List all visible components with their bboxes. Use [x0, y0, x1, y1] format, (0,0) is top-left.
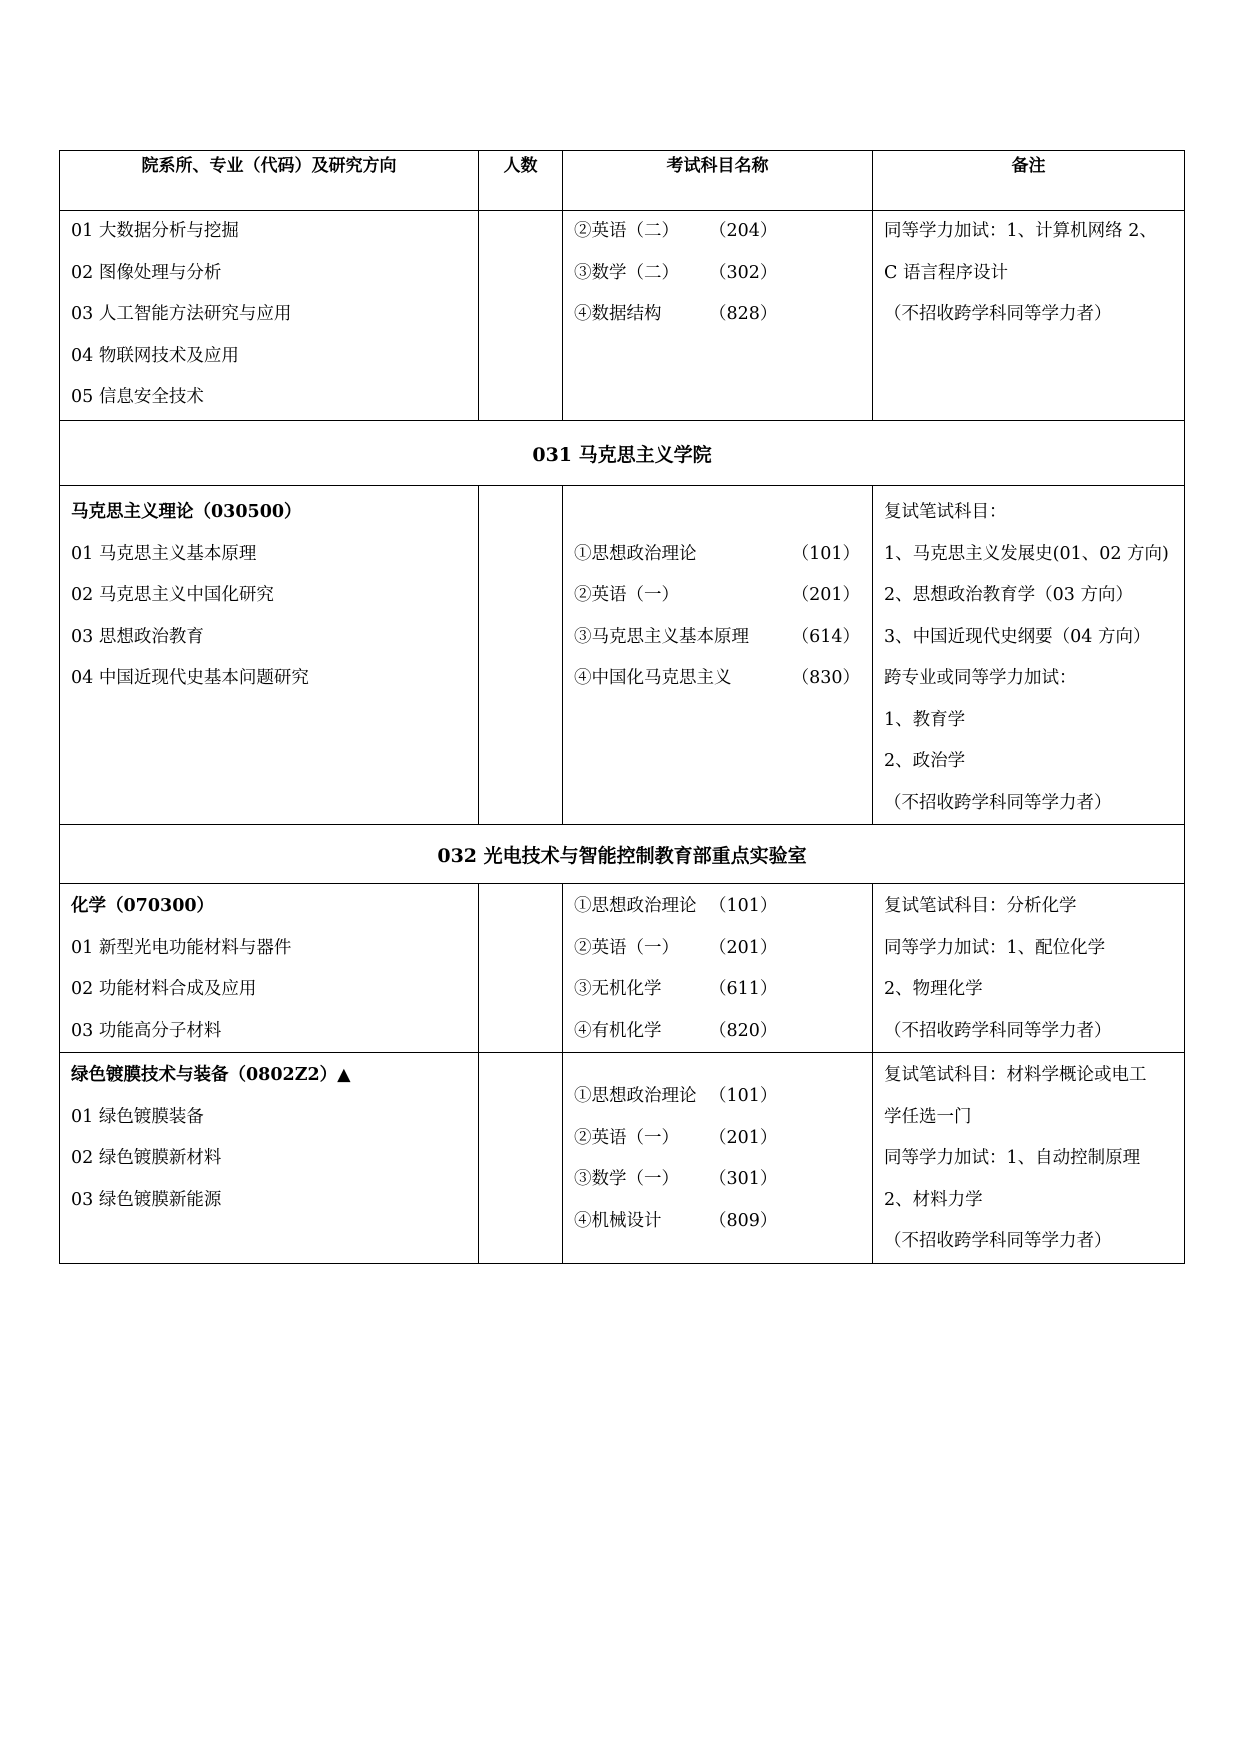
header-remark: 备注 [873, 151, 1185, 211]
direction-item: 03 绿色镀膜新能源 [71, 1189, 222, 1210]
table-row [60, 884, 1185, 1053]
direction-item: 01 大数据分析与挖掘 [71, 221, 239, 241]
remark-line: 跨专业或同等学力加试： [884, 668, 1077, 688]
exam-name: ④有机化学 [574, 1020, 662, 1041]
exam-item [563, 928, 872, 970]
exam-name: ③无机化学 [574, 979, 662, 999]
exam-code: （101） [709, 1086, 778, 1106]
exam-item [563, 658, 872, 700]
header-count: 人数 [479, 151, 563, 211]
remark-line: （不招收跨学科同等学力者） [884, 792, 1112, 813]
direction-item: 01 新型光电功能材料与器件 [71, 937, 292, 958]
remark-line: 复试笔试科目： [884, 502, 1007, 522]
exam-item [563, 1011, 872, 1053]
remark-line: 复试笔试科目：分析化学 [884, 896, 1077, 916]
major-title: 绿色镀膜技术与装备（0802Z2）▲ [71, 1065, 351, 1085]
exam-item [563, 886, 872, 928]
exam-code: （201） [709, 1127, 778, 1148]
remark-line: 1、教育学 [884, 709, 966, 730]
direction-item: 02 绿色镀膜新材料 [71, 1148, 222, 1168]
remark-line: 复试笔试科目：材料学概论或电工 [884, 1065, 1147, 1085]
exam-name: ④数据结构 [574, 304, 662, 324]
count-cell [479, 486, 563, 825]
direction-item: 01 绿色镀膜装备 [71, 1106, 204, 1127]
direction-item: 02 功能材料合成及应用 [71, 979, 257, 999]
exam-code: （204） [709, 221, 778, 241]
section-row [60, 421, 1185, 486]
directions-cell [60, 486, 479, 825]
exam-item [563, 211, 872, 253]
exam-item [563, 1076, 872, 1118]
remark-line: 3、中国近现代史纲要（04 方向） [884, 626, 1151, 647]
directions-cell [60, 1053, 479, 1264]
table-row [60, 211, 1185, 421]
remark-cell [873, 1053, 1185, 1264]
direction-item: 04 中国近现代史基本问题研究 [71, 668, 309, 688]
exam-name: ③马克思主义基本原理 [574, 626, 749, 647]
major-title: 马克思主义理论（030500） [71, 502, 302, 522]
exam-name: ①思想政治理论 [574, 896, 697, 916]
remark-line: （不招收跨学科同等学力者） [884, 304, 1112, 324]
remark-line: 学任选一门 [884, 1106, 972, 1127]
exam-code: （201） [791, 585, 860, 605]
exam-name: ②英语（一） [574, 1127, 679, 1148]
remark-line: （不招收跨学科同等学力者） [884, 1231, 1112, 1251]
remark-line: （不招收跨学科同等学力者） [884, 1020, 1112, 1041]
remark-line: 同等学力加试：1、自动控制原理 [884, 1148, 1141, 1168]
remark-line: 2、物理化学 [884, 979, 983, 999]
exam-code: （830） [791, 668, 860, 688]
exam-code: （809） [709, 1210, 778, 1231]
section-title: 031 马克思主义学院 [60, 421, 1185, 486]
exam-code: （611） [709, 979, 778, 999]
remark-line: C 语言程序设计 [884, 262, 1008, 283]
major-title: 化学（070300） [71, 896, 215, 916]
exam-item [563, 617, 872, 659]
exam-item [563, 1201, 872, 1243]
exam-name: ②英语（一） [574, 585, 679, 605]
exam-cell [563, 1053, 873, 1264]
exam-name: ①思想政治理论 [574, 543, 697, 564]
exam-code: （101） [709, 896, 778, 916]
remark-line: 2、政治学 [884, 751, 966, 771]
remark-line: 同等学力加试：1、计算机网络 2、 [884, 221, 1157, 241]
exam-name: ①思想政治理论 [574, 1086, 697, 1106]
count-cell [479, 1053, 563, 1264]
exam-item [563, 1159, 872, 1201]
exam-code: （301） [709, 1169, 778, 1189]
exam-name: ③数学（一） [574, 1169, 679, 1189]
direction-item: 05 信息安全技术 [71, 387, 204, 407]
section-row [60, 825, 1185, 884]
direction-item: 02 图像处理与分析 [71, 262, 222, 283]
remark-line: 2、思想政治教育学（03 方向） [884, 585, 1133, 605]
direction-item: 03 思想政治教育 [71, 626, 204, 647]
exam-name: ③数学（二） [574, 262, 679, 283]
direction-item: 04 物联网技术及应用 [71, 345, 239, 366]
exam-name: ②英语（一） [574, 937, 679, 958]
directions-cell [60, 211, 479, 421]
admission-table [59, 150, 1185, 1264]
exam-code: （828） [709, 304, 778, 324]
exam-item [563, 575, 872, 617]
exam-cell [563, 486, 873, 825]
exam-code: （820） [709, 1020, 778, 1041]
exam-cell [563, 211, 873, 421]
exam-item [563, 534, 872, 576]
count-cell [479, 211, 563, 421]
exam-name: ④机械设计 [574, 1210, 662, 1231]
remark-cell [873, 884, 1185, 1053]
directions-cell [60, 884, 479, 1053]
direction-item: 02 马克思主义中国化研究 [71, 585, 274, 605]
table-header-row [60, 151, 1185, 211]
exam-code: （201） [709, 937, 778, 958]
exam-item [563, 1118, 872, 1160]
exam-item [563, 969, 872, 1011]
exam-cell [563, 884, 873, 1053]
exam-code: （302） [709, 262, 778, 283]
direction-item: 03 人工智能方法研究与应用 [71, 304, 292, 324]
exam-name: ④中国化马克思主义 [574, 668, 732, 688]
exam-item [563, 294, 872, 336]
section-title: 032 光电技术与智能控制教育部重点实验室 [60, 825, 1185, 884]
direction-item: 01 马克思主义基本原理 [71, 543, 257, 564]
header-exam: 考试科目名称 [563, 151, 873, 211]
count-cell [479, 884, 563, 1053]
remark-line: 2、材料力学 [884, 1189, 983, 1210]
exam-item [563, 253, 872, 295]
table-row [60, 1053, 1185, 1264]
remark-line: 同等学力加试：1、配位化学 [884, 937, 1106, 958]
remark-cell [873, 486, 1185, 825]
remark-line: 1、马克思主义发展史(01、02 方向) [884, 543, 1169, 564]
direction-item: 03 功能高分子材料 [71, 1020, 222, 1041]
exam-code: （101） [791, 543, 860, 564]
header-dept: 院系所、专业（代码）及研究方向 [60, 151, 479, 211]
table-row [60, 486, 1185, 825]
exam-name: ②英语（二） [574, 221, 679, 241]
remark-cell [873, 211, 1185, 421]
exam-code: （614） [791, 626, 860, 647]
